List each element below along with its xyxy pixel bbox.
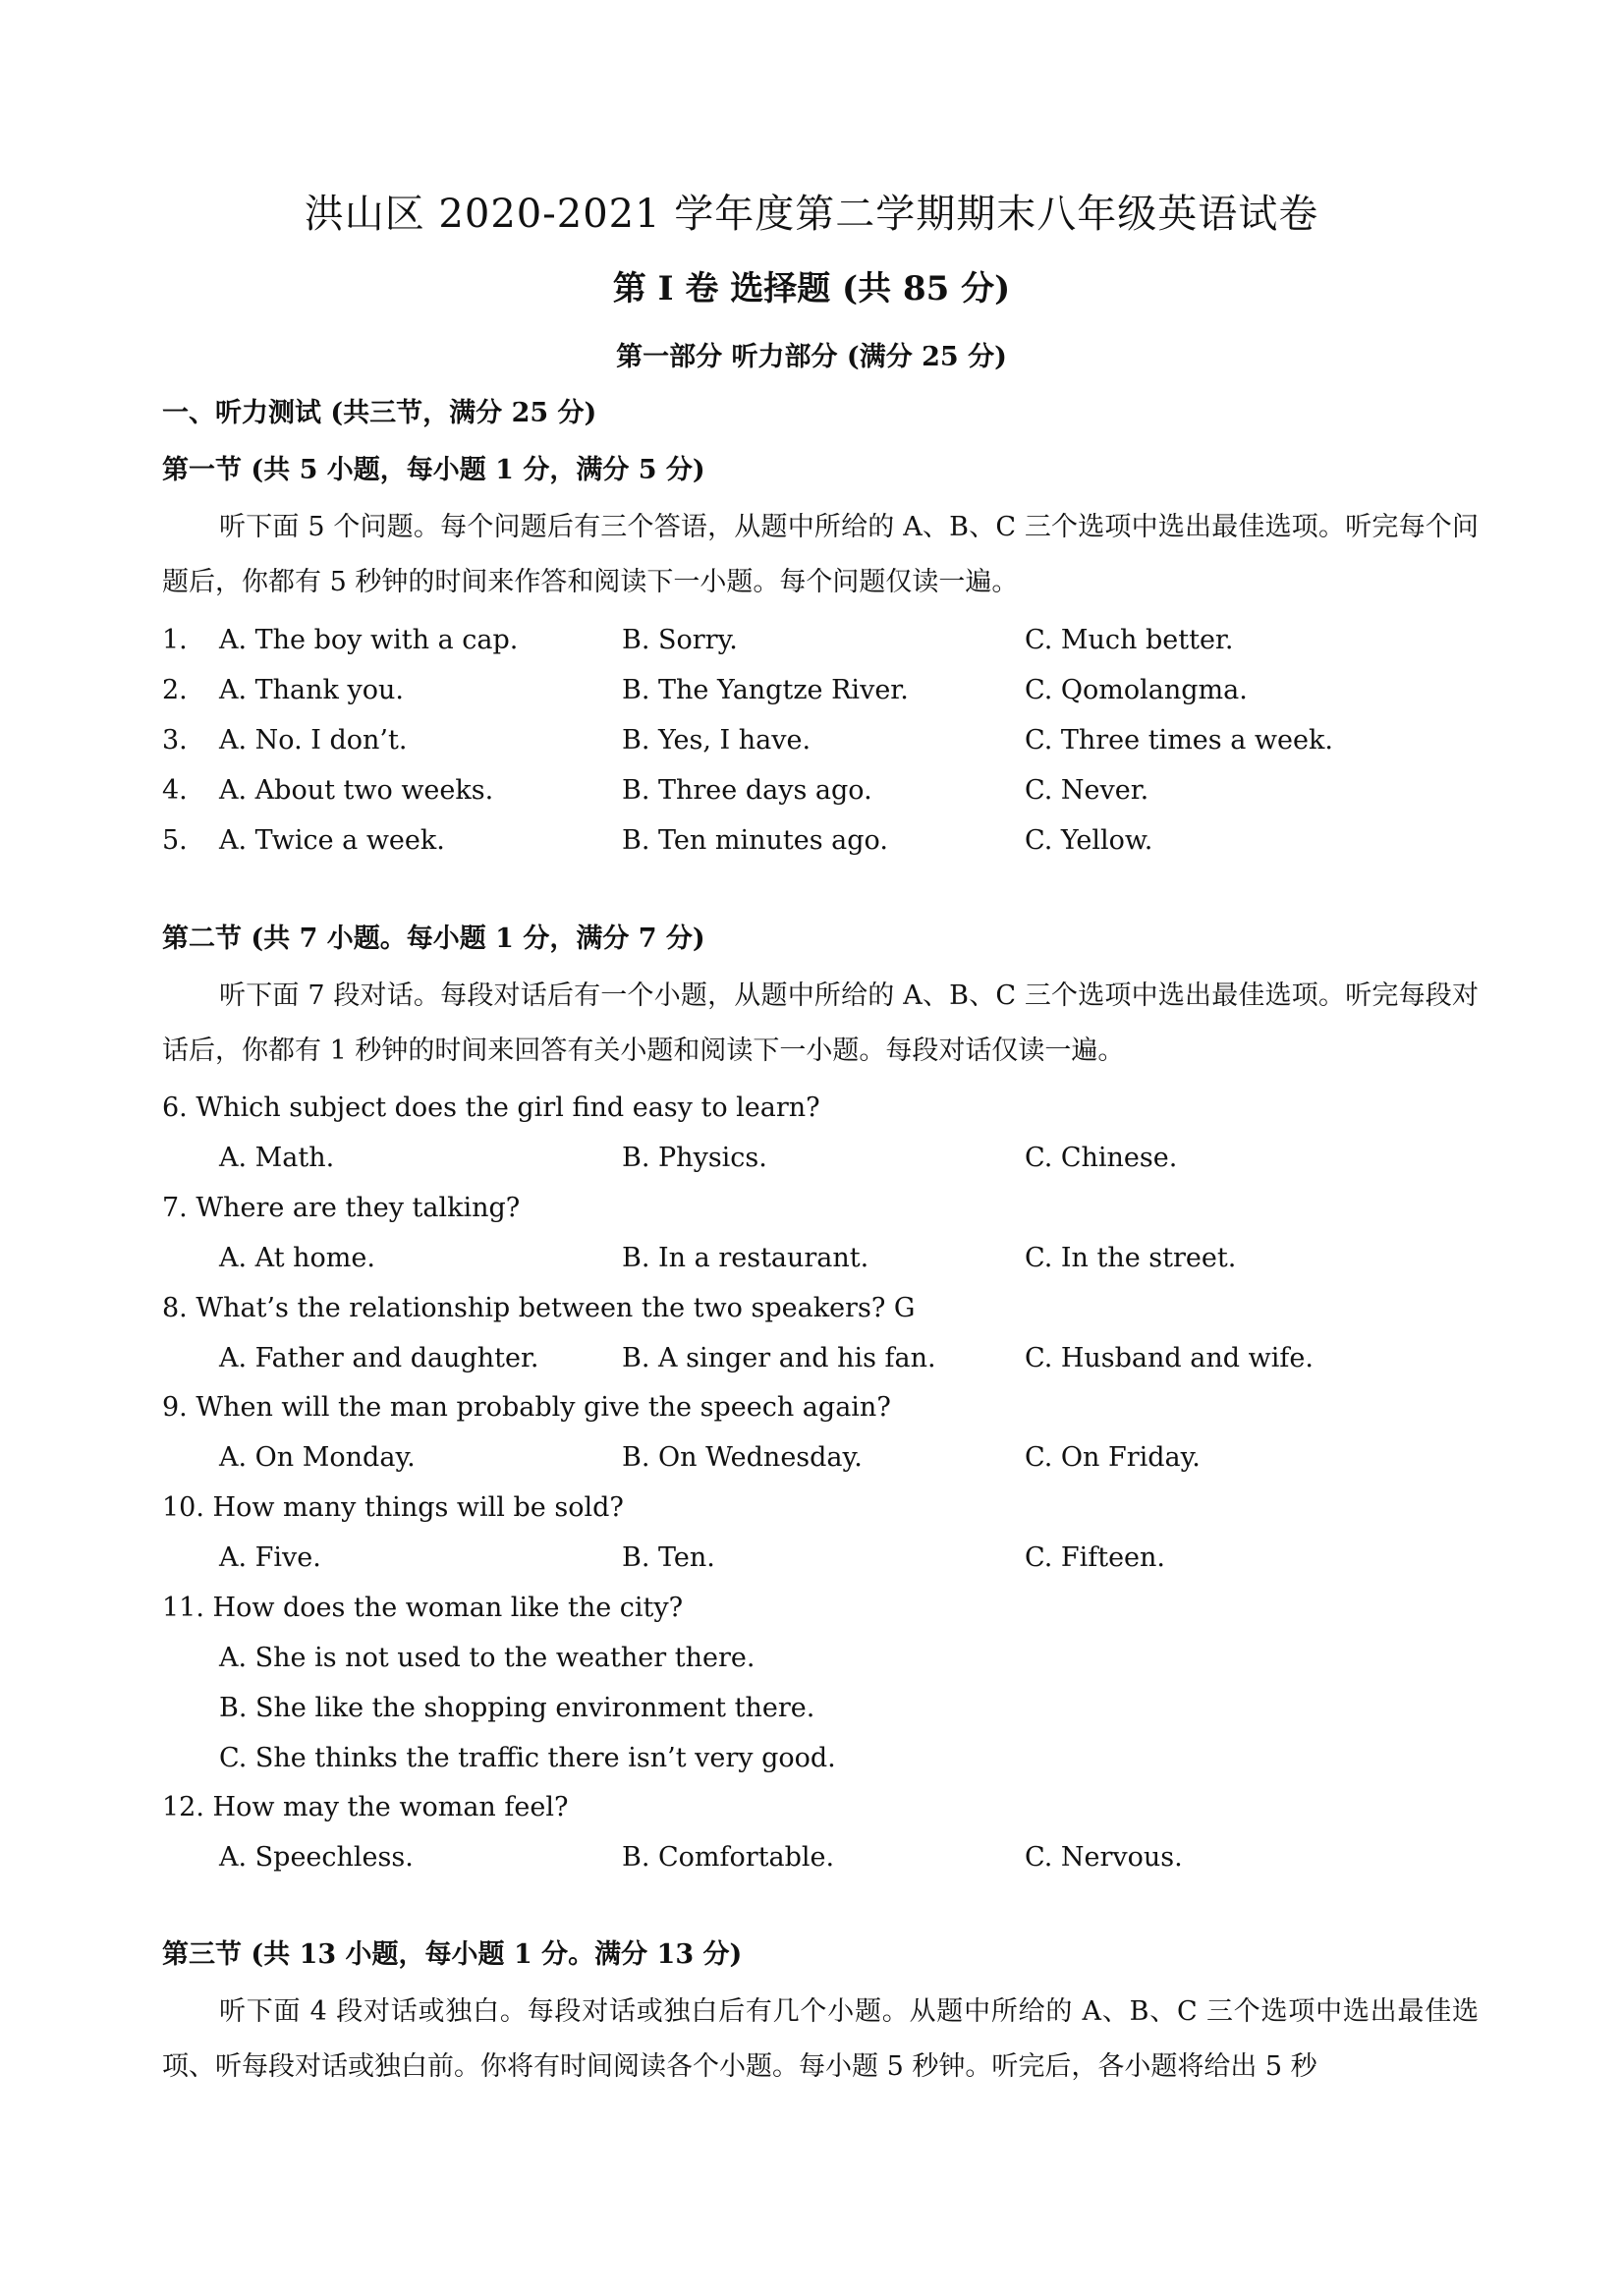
option-c: C. Nervous. [1025,1842,1183,1873]
question-9: 9. When will the man probably give the speech again? [162,1392,891,1423]
part3-heading: 第三节 (共 13 小题，每小题 1 分。满分 13 分) [162,1939,743,1970]
question-6: 6. Which subject does the girl find easy to learn? [162,1092,820,1123]
options-row [162,1139,1479,1178]
question-number: 4. [162,775,188,806]
part3-instructions: 听下面 4 段对话或独白。每段对话或独白后有几个小题。从题中所给的 A、B、C 三个选项中选出最佳选项、听每段对话或独白前。你将有时间阅读各个小题。每小题 5 秒钟。听完后，各小题将给出 5 秒 [162,1996,1479,2082]
part1-heading: 第一节 (共 5 小题，每小题 1 分，满分 5 分) [162,455,705,485]
option-a: A. Five. [219,1542,321,1573]
option-b: B. Ten minutes ago. [622,825,888,856]
option-b: B. Yes, I have. [622,725,812,756]
question-row [162,771,1479,811]
option-a: A. Thank you. [219,675,404,705]
option-a: A. Math. [219,1143,335,1173]
option-b: B. A singer and his fan. [622,1343,936,1373]
option-a: A. On Monday. [219,1442,416,1473]
question-row [162,621,1479,660]
question-11: 11. How does the woman like the city? [162,1593,684,1623]
option-a: A. Twice a week. [219,825,445,856]
options-row [162,1438,1479,1478]
option-b: B. On Wednesday. [622,1442,863,1473]
option-c: C. Chinese. [1025,1143,1178,1173]
option-b: B. Physics. [622,1143,767,1173]
option-b: B. In a restaurant. [622,1243,869,1273]
option-c: C. Three times a week. [1025,725,1333,756]
option-c: C. On Friday. [1025,1442,1201,1473]
option-b: B. Sorry. [622,625,738,655]
option-c: C. Qomolangma. [1025,675,1248,705]
question-number: 3. [162,725,188,756]
question-10: 10. How many things will be sold? [162,1492,624,1523]
question-number: 2. [162,675,188,705]
part2-instructions: 听下面 7 段对话。每段对话后有一个小题，从题中所给的 A、B、C 三个选项中选出最佳选项。听完每段对话后，你都有 1 秒钟的时间来回答有关小题和阅读下一小题。每段对话仅读一遍。 [162,980,1479,1066]
option-b: B. Ten. [622,1542,715,1573]
question-7: 7. Where are they talking? [162,1193,521,1223]
option-c: C. Fifteen. [1025,1542,1166,1573]
question-number: 5. [162,825,188,856]
exam-title: 洪山区 2020-2021 学年度第二学期期末八年级英语试卷 [304,192,1319,237]
option-a: A. She is not used to the weather there. [219,1643,756,1673]
question-8: 8. What’s the relationship between the two speakers? G [162,1293,916,1323]
options-row [162,1239,1479,1278]
option-a: A. The boy with a cap. [219,625,519,655]
option-c: C. In the street. [1025,1243,1237,1273]
section-heading: 一、听力测试 (共三节，满分 25 分) [162,398,597,428]
option-c: C. Yellow. [1025,825,1153,856]
option-c: C. Never. [1025,775,1149,806]
option-b: B. Three days ago. [622,775,872,806]
option-c: C. Much better. [1025,625,1234,655]
options-row [162,1539,1479,1578]
question-12: 12. How may the woman feel? [162,1792,569,1822]
option-c: C. She thinks the traffic there isn’t very good. [219,1743,836,1773]
option-a: A. Father and daughter. [219,1343,539,1373]
part1-instructions: 听下面 5 个问题。每个问题后有三个答语，从题中所给的 A、B、C 三个选项中选出最佳选项。听完每个问题后，你都有 5 秒钟的时间来作答和阅读下一小题。每个问题仅读一遍。 [162,512,1479,597]
question-row [162,821,1479,861]
part-title: 第一部分 听力部分 (满分 25 分) [616,342,1007,372]
option-a: A. About two weeks. [219,775,494,806]
question-row [162,721,1479,760]
question-number: 1. [162,625,188,655]
options-row [162,1838,1479,1877]
option-a: A. At home. [219,1243,375,1273]
option-b: B. The Yangtze River. [622,675,909,705]
option-a: A. Speechless. [219,1842,414,1873]
options-row [162,1339,1479,1378]
option-b: B. She like the shopping environment there. [219,1693,815,1723]
volume-title: 第 I 卷 选择题 (共 85 分) [612,269,1011,308]
option-c: C. Husband and wife. [1025,1343,1314,1373]
question-row [162,671,1479,710]
option-b: B. Comfortable. [622,1842,835,1873]
part2-heading: 第二节 (共 7 小题。每小题 1 分，满分 7 分) [162,924,705,954]
option-a: A. No. I don’t. [219,725,408,756]
